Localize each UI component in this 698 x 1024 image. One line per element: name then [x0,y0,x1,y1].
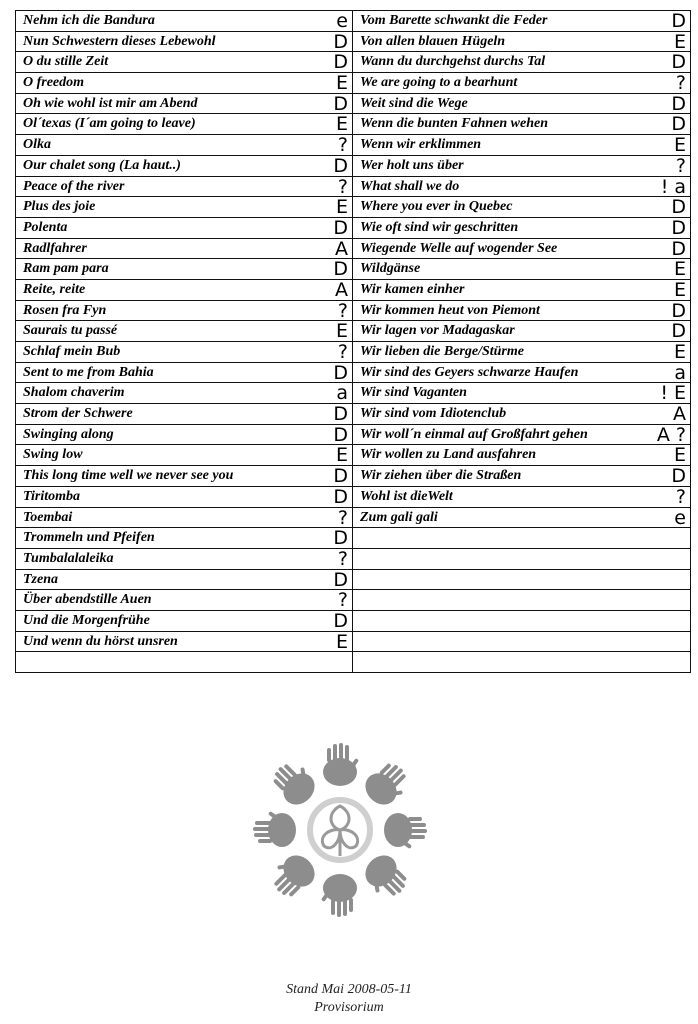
song-title: Wir sind Vaganten [360,385,467,401]
song-title: Wir lieben die Berge/Stürme [360,344,524,359]
song-title: Und die Morgenfrühe [23,612,150,628]
song-cell-right [353,176,691,197]
table-row [16,362,691,383]
song-list-table [15,10,691,673]
table-row [16,404,691,425]
table-row [16,217,691,238]
song-cell-left [16,135,353,156]
handwritten-mark: ! E [660,382,686,404]
song-cell-left [16,404,353,425]
song-cell-left [16,548,353,569]
song-cell-right [353,52,691,73]
song-cell-right [353,507,691,528]
song-title: Wenn die bunten Fahnen wehen [360,116,549,132]
handwritten-mark: E [335,320,348,342]
song-cell-left [16,31,353,52]
song-title: Wie oft sind wir geschritten [360,219,519,235]
handwritten-mark: A ? [656,424,686,445]
handwritten-mark: a [674,362,686,383]
table-row [16,445,691,466]
handwritten-mark: A [335,238,348,259]
song-title: Reite, reite [23,281,86,297]
handwritten-mark: D [671,465,686,487]
song-cell-left [16,300,353,321]
table-row [16,259,691,280]
table-row [16,528,691,549]
song-cell-right [353,424,691,445]
song-cell-right [353,383,691,404]
song-cell-right [353,155,691,176]
song-cell-right [353,93,691,114]
song-title: Strom der Schwere [23,406,133,422]
handwritten-mark: D [333,403,348,425]
song-title: We are going to a bearhunt [360,75,518,91]
song-cell-left [16,631,353,652]
handwritten-mark: A [673,403,686,425]
handwritten-mark: D [333,155,348,176]
song-title: Nehm ich die Bandura [23,13,155,28]
handwritten-mark: ? [337,548,348,570]
song-cell-right [353,466,691,487]
table-row [16,197,691,218]
song-title: Olka [23,137,51,153]
song-title: This long time well we never see you [23,468,234,484]
table-row [16,466,691,487]
song-title: Saurais tu passé [23,323,118,339]
handwritten-mark: ? [337,589,348,611]
table-row [16,590,691,611]
song-cell-right [353,114,691,135]
song-cell-right [353,652,691,673]
song-cell-left [16,155,353,176]
handwritten-mark: a [336,382,348,404]
table-row [16,383,691,404]
song-cell-left [16,507,353,528]
table-row [16,631,691,652]
song-cell-left [16,259,353,280]
song-title: Radlfahrer [23,240,87,256]
song-title: Wir sind vom Idiotenclub [360,406,507,422]
song-title: Our chalet song (La haut..) [23,157,181,173]
song-cell-right [353,362,691,383]
song-title: Tumbalalaleika [23,550,114,566]
handwritten-mark: E [335,72,348,94]
table-row [16,569,691,590]
song-cell-left [16,11,353,32]
handwritten-mark: ? [337,134,348,156]
handwritten-mark: e [674,507,686,528]
song-cell-right [353,404,691,425]
table-row [16,31,691,52]
song-cell-right [353,486,691,507]
song-title: O du stille Zeit [23,54,109,70]
song-title: Nun Schwestern dieses Lebewohl [23,33,216,49]
handwritten-mark: E [335,631,348,652]
handwritten-mark: E [673,444,686,466]
handwritten-mark: ? [675,72,686,94]
song-title: What shall we do [360,178,460,194]
table-row [16,279,691,300]
song-cell-left [16,176,353,197]
song-title: Trommeln und Pfeifen [23,530,155,546]
song-title: Vom Barette schwankt die Feder [360,13,548,28]
song-cell-right [353,217,691,238]
handwritten-mark: D [333,51,348,73]
footer-status: Provisorium [314,1000,384,1015]
song-cell-left [16,93,353,114]
song-cell-left [16,321,353,342]
emblem-hands-trefoil-icon [240,740,440,920]
song-title: Zum gali gali [360,509,438,525]
handwritten-mark: E [335,196,348,218]
handwritten-mark: D [333,465,348,487]
song-cell-left [16,217,353,238]
handwritten-mark: D [671,217,686,239]
song-title: Wildgänse [360,261,421,277]
song-title: Von allen blauen Hügeln [360,33,506,49]
song-cell-left [16,383,353,404]
song-title: Sent to me from Bahia [23,364,154,380]
song-cell-left [16,279,353,300]
table-row [16,135,691,156]
table-row [16,424,691,445]
song-title: Wir kamen einher [360,281,465,297]
table-row [16,610,691,631]
song-title: Tiritomba [23,488,81,504]
song-title: Plus des joie [23,199,96,215]
song-title: Wenn wir erklimmen [360,137,482,153]
song-title: Peace of the river [23,178,125,194]
song-title: Wir lagen vor Madagaskar [360,323,515,339]
song-title: Wir woll´n einmal auf Großfahrt gehen [360,426,588,442]
song-title: Toembai [23,509,73,525]
handwritten-mark: A [335,279,348,301]
table-row [16,93,691,114]
handwritten-mark: E [335,113,348,135]
table-row [16,486,691,507]
song-cell-right [353,11,691,32]
song-cell-left [16,652,353,673]
handwritten-mark: ? [337,300,348,321]
handwritten-mark: D [671,300,686,321]
song-cell-right [353,279,691,300]
song-title: Wir wollen zu Land ausfahren [360,447,537,463]
song-cell-right [353,197,691,218]
handwritten-mark: E [673,134,686,156]
handwritten-mark: E [673,258,686,280]
handwritten-mark: D [333,569,348,590]
handwritten-mark: ? [675,155,686,176]
table-row [16,11,691,32]
song-cell-left [16,342,353,363]
handwritten-mark: D [671,320,686,342]
table-row [16,548,691,569]
song-cell-right [353,300,691,321]
handwritten-mark: D [671,93,686,114]
song-title: Über abendstille Auen [23,592,152,608]
song-cell-right [353,342,691,363]
song-cell-left [16,445,353,466]
handwritten-mark: D [671,10,686,32]
song-cell-right [353,238,691,259]
song-cell-left [16,486,353,507]
footer-date: Stand Mai 2008-05-11 [286,982,412,997]
handwritten-mark: D [671,113,686,135]
table-row [16,73,691,94]
table-row [16,507,691,528]
song-cell-right [353,590,691,611]
song-title: Schlaf mein Bub [23,344,121,359]
song-title: Wir sind des Geyers schwarze Haufen [360,364,579,380]
song-title: Wir kommen heut von Piemont [360,302,540,318]
handwritten-mark: D [333,362,348,383]
song-cell-left [16,197,353,218]
handwritten-mark: D [333,217,348,239]
song-title: Swinging along [23,426,114,442]
handwritten-mark: D [671,238,686,259]
song-title: Tzena [23,571,58,587]
song-title: Polenta [23,219,68,235]
table-row [16,321,691,342]
song-cell-left [16,362,353,383]
song-cell-left [16,114,353,135]
table-row [16,300,691,321]
handwritten-mark: ? [337,507,348,528]
song-title: Shalom chaverim [23,385,125,401]
song-title: Wann du durchgehst durchs Tal [360,54,546,70]
table-row [16,155,691,176]
handwritten-mark: E [335,444,348,466]
song-cell-left [16,569,353,590]
song-cell-right [353,135,691,156]
song-title: Weit sind die Wege [360,95,468,111]
table-row [16,114,691,135]
song-cell-left [16,610,353,631]
song-cell-left [16,73,353,94]
handwritten-mark: E [673,31,686,52]
song-cell-right [353,548,691,569]
handwritten-mark: E [673,279,686,301]
song-cell-right [353,31,691,52]
handwritten-mark: E [673,341,686,363]
song-cell-right [353,321,691,342]
song-title: Wir ziehen über die Straßen [360,468,522,484]
song-title: Wiegende Welle auf wogender See [360,240,558,256]
song-title: Wer holt uns über [360,157,464,173]
handwritten-mark: ? [675,486,686,507]
song-cell-right [353,445,691,466]
song-title: Wohl ist dieWelt [360,488,453,504]
handwritten-mark: ! a [660,176,686,197]
handwritten-mark: D [671,196,686,218]
song-cell-left [16,528,353,549]
song-cell-right [353,259,691,280]
song-title: O freedom [23,75,85,91]
handwritten-mark: D [671,51,686,73]
song-title: Ram pam para [23,261,109,277]
handwritten-mark: ? [337,176,348,197]
song-cell-left [16,466,353,487]
handwritten-mark: D [333,486,348,507]
song-title: Swing low [23,447,83,463]
song-cell-left [16,590,353,611]
song-cell-right [353,610,691,631]
song-title: Und wenn du hörst unsren [23,633,178,649]
table-row [16,52,691,73]
song-cell-left [16,424,353,445]
song-cell-right [353,569,691,590]
song-cell-left [16,238,353,259]
handwritten-mark: D [333,31,348,52]
handwritten-mark: D [333,258,348,280]
handwritten-mark: D [333,527,348,549]
handwritten-mark: ? [337,341,348,363]
table-row [16,176,691,197]
handwritten-mark: D [333,610,348,632]
song-title: Ol´texas (I´am going to leave) [23,116,196,132]
table-row [16,342,691,363]
handwritten-mark: D [333,93,348,114]
song-title: Rosen fra Fyn [23,302,107,318]
song-title: Where you ever in Quebec [360,199,513,215]
handwritten-mark: e [336,10,348,32]
song-cell-left [16,52,353,73]
song-cell-right [353,73,691,94]
song-cell-right [353,528,691,549]
song-list-table-wrapper [15,10,691,673]
song-cell-right [353,631,691,652]
handwritten-mark: D [333,424,348,445]
table-row [16,238,691,259]
table-row [16,652,691,673]
song-title: Oh wie wohl ist mir am Abend [23,95,198,111]
